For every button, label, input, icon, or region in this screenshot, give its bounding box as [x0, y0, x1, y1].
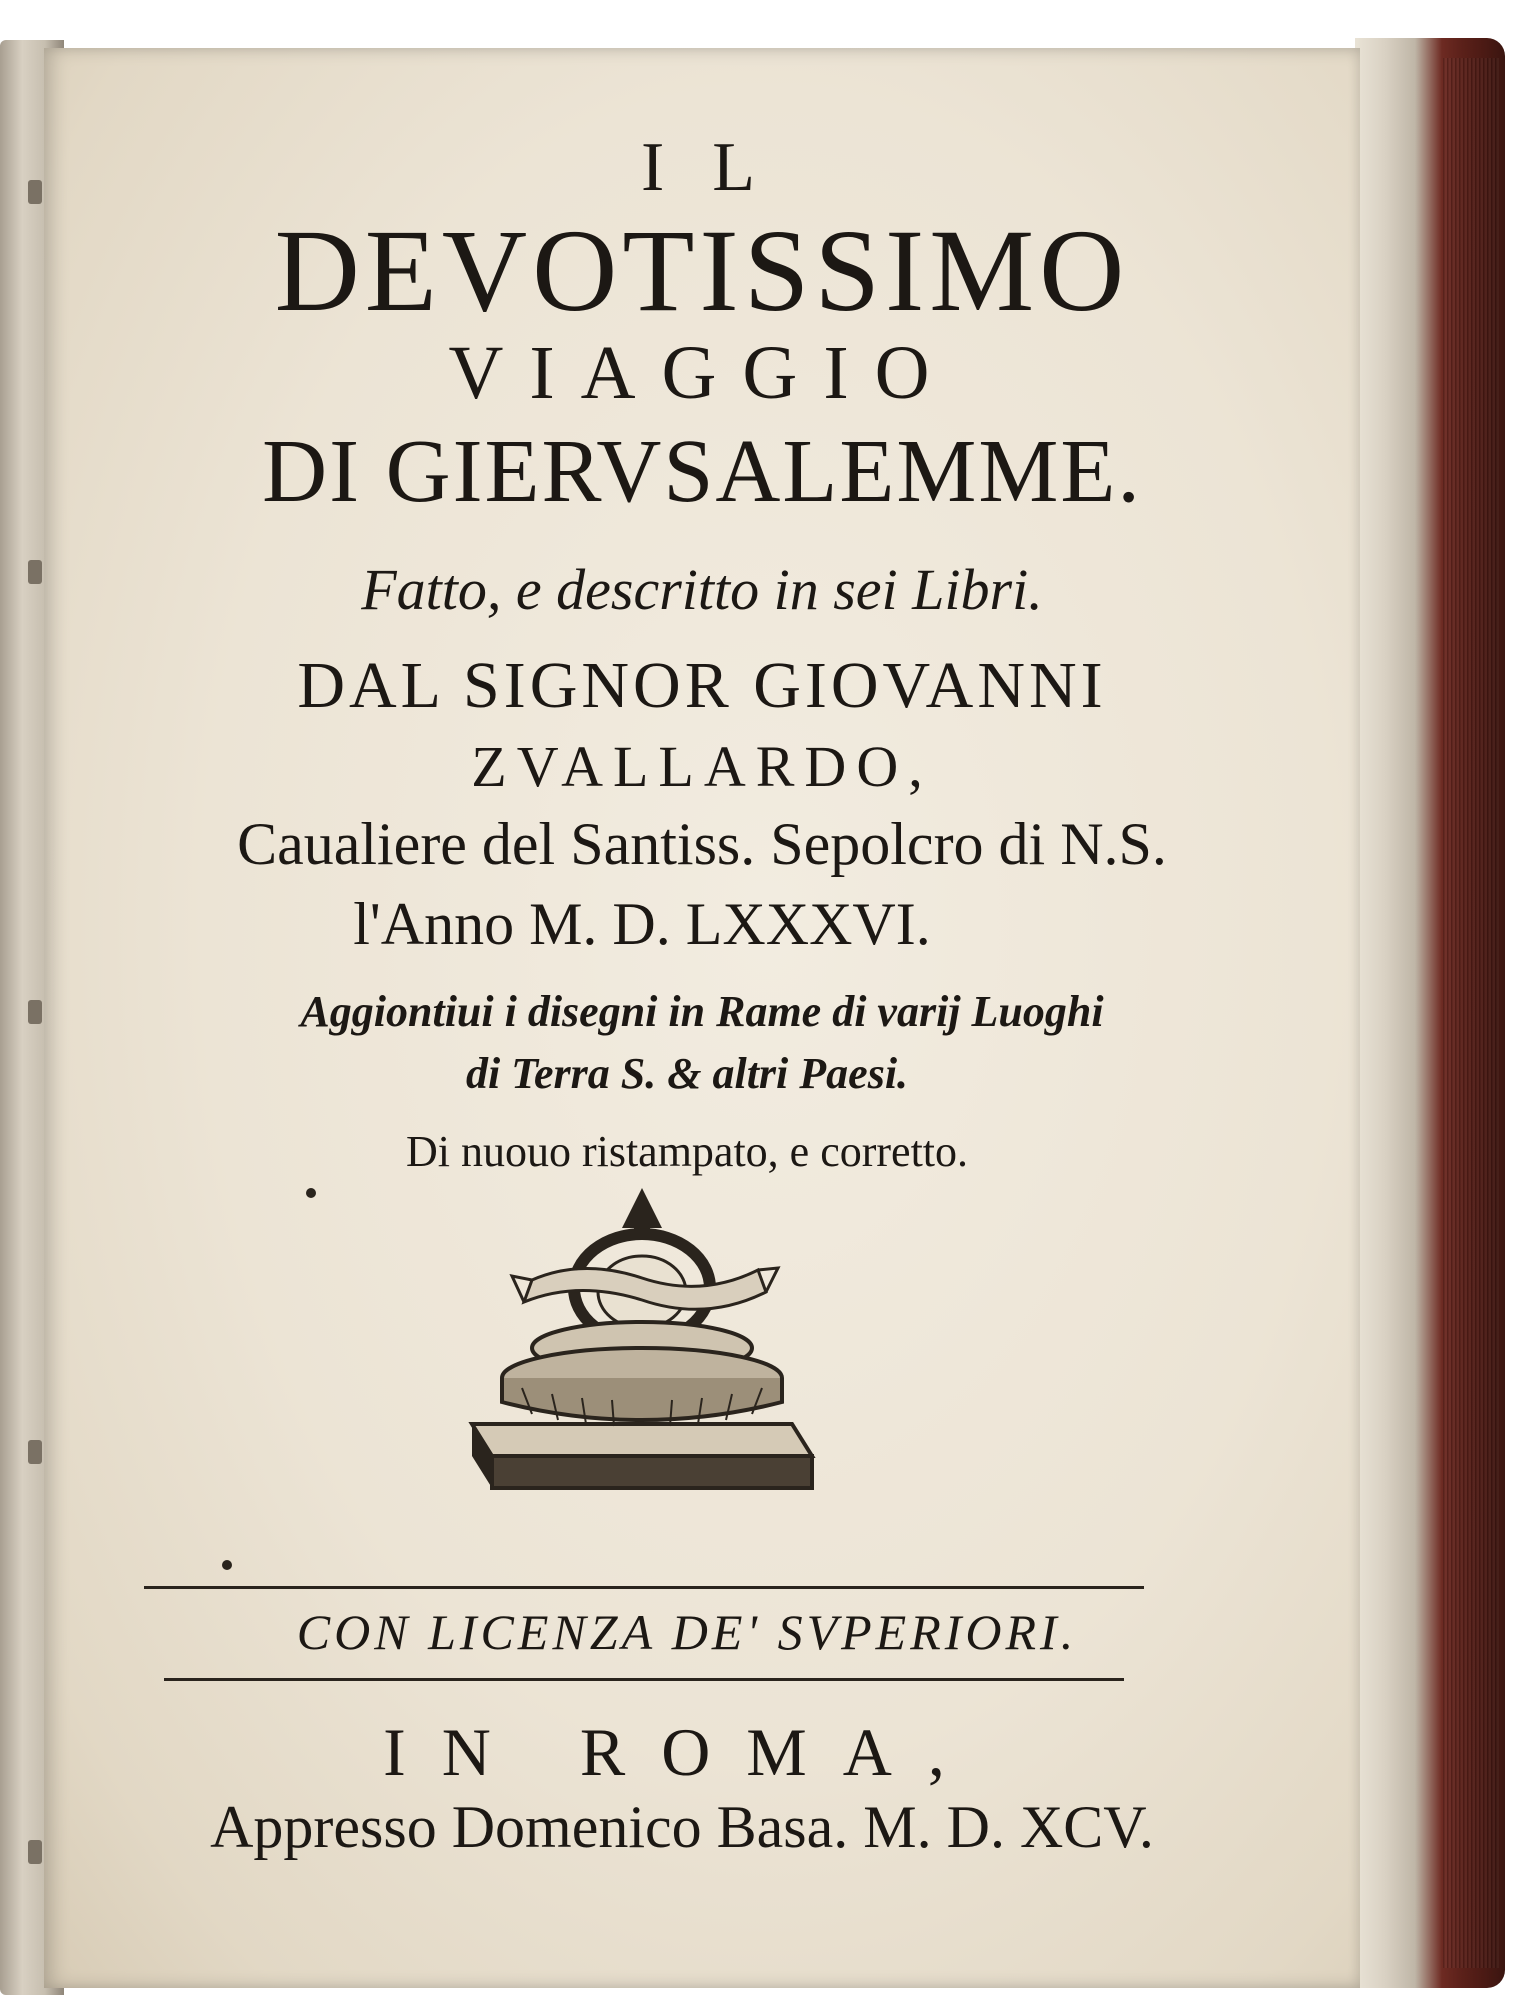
imprint-city: IN ROMA, [383, 1714, 981, 1790]
binding-stitch [28, 1440, 42, 1464]
bottom-rule [164, 1678, 1124, 1681]
license-line: CON LICENZA DE' SVPERIORI. [296, 1604, 1078, 1660]
sepulchre-woodcut-icon [462, 1188, 822, 1508]
illustrations-note-1: Aggiontiui i disegni in Rame di varij Luoghi [300, 987, 1104, 1036]
subtitle: Fatto, e descritto in sei Libri. [361, 557, 1043, 622]
printer-dot [222, 1560, 232, 1570]
imprint-printer: Appresso Domenico Basa. M. D. XCV. [210, 1794, 1154, 1860]
binding-stitch [28, 1840, 42, 1864]
author-line-2: ZVALLARDO, [471, 734, 933, 799]
title-article: IL [640, 129, 804, 206]
top-rule [144, 1586, 1144, 1589]
title-page-text [44, 48, 1360, 1988]
reprint-note: Di nuouo ristampato, e corretto. [405, 1127, 969, 1176]
author-rank: Caualiere del Santiss. Sepolcro di N.S. [237, 811, 1167, 877]
illustrations-note-2: di Terra S. & altri Paesi. [465, 1049, 909, 1098]
binding-stitch [28, 560, 42, 584]
journey-year: l'Anno M. D. LXXXVI. [353, 891, 931, 957]
title-line-place: DI GIERVSALEMME. [262, 422, 1142, 521]
printer-dot [306, 1188, 316, 1198]
binding-stitch [28, 180, 42, 204]
main-title: DEVOTISSIMO [274, 205, 1130, 336]
page-fore-edge [1355, 38, 1505, 1988]
author-line-1: DAL SIGNOR GIOVANNI [297, 649, 1107, 722]
binding-stitch [28, 1000, 42, 1024]
title-line-viaggio: VIAGGIO [448, 331, 956, 415]
